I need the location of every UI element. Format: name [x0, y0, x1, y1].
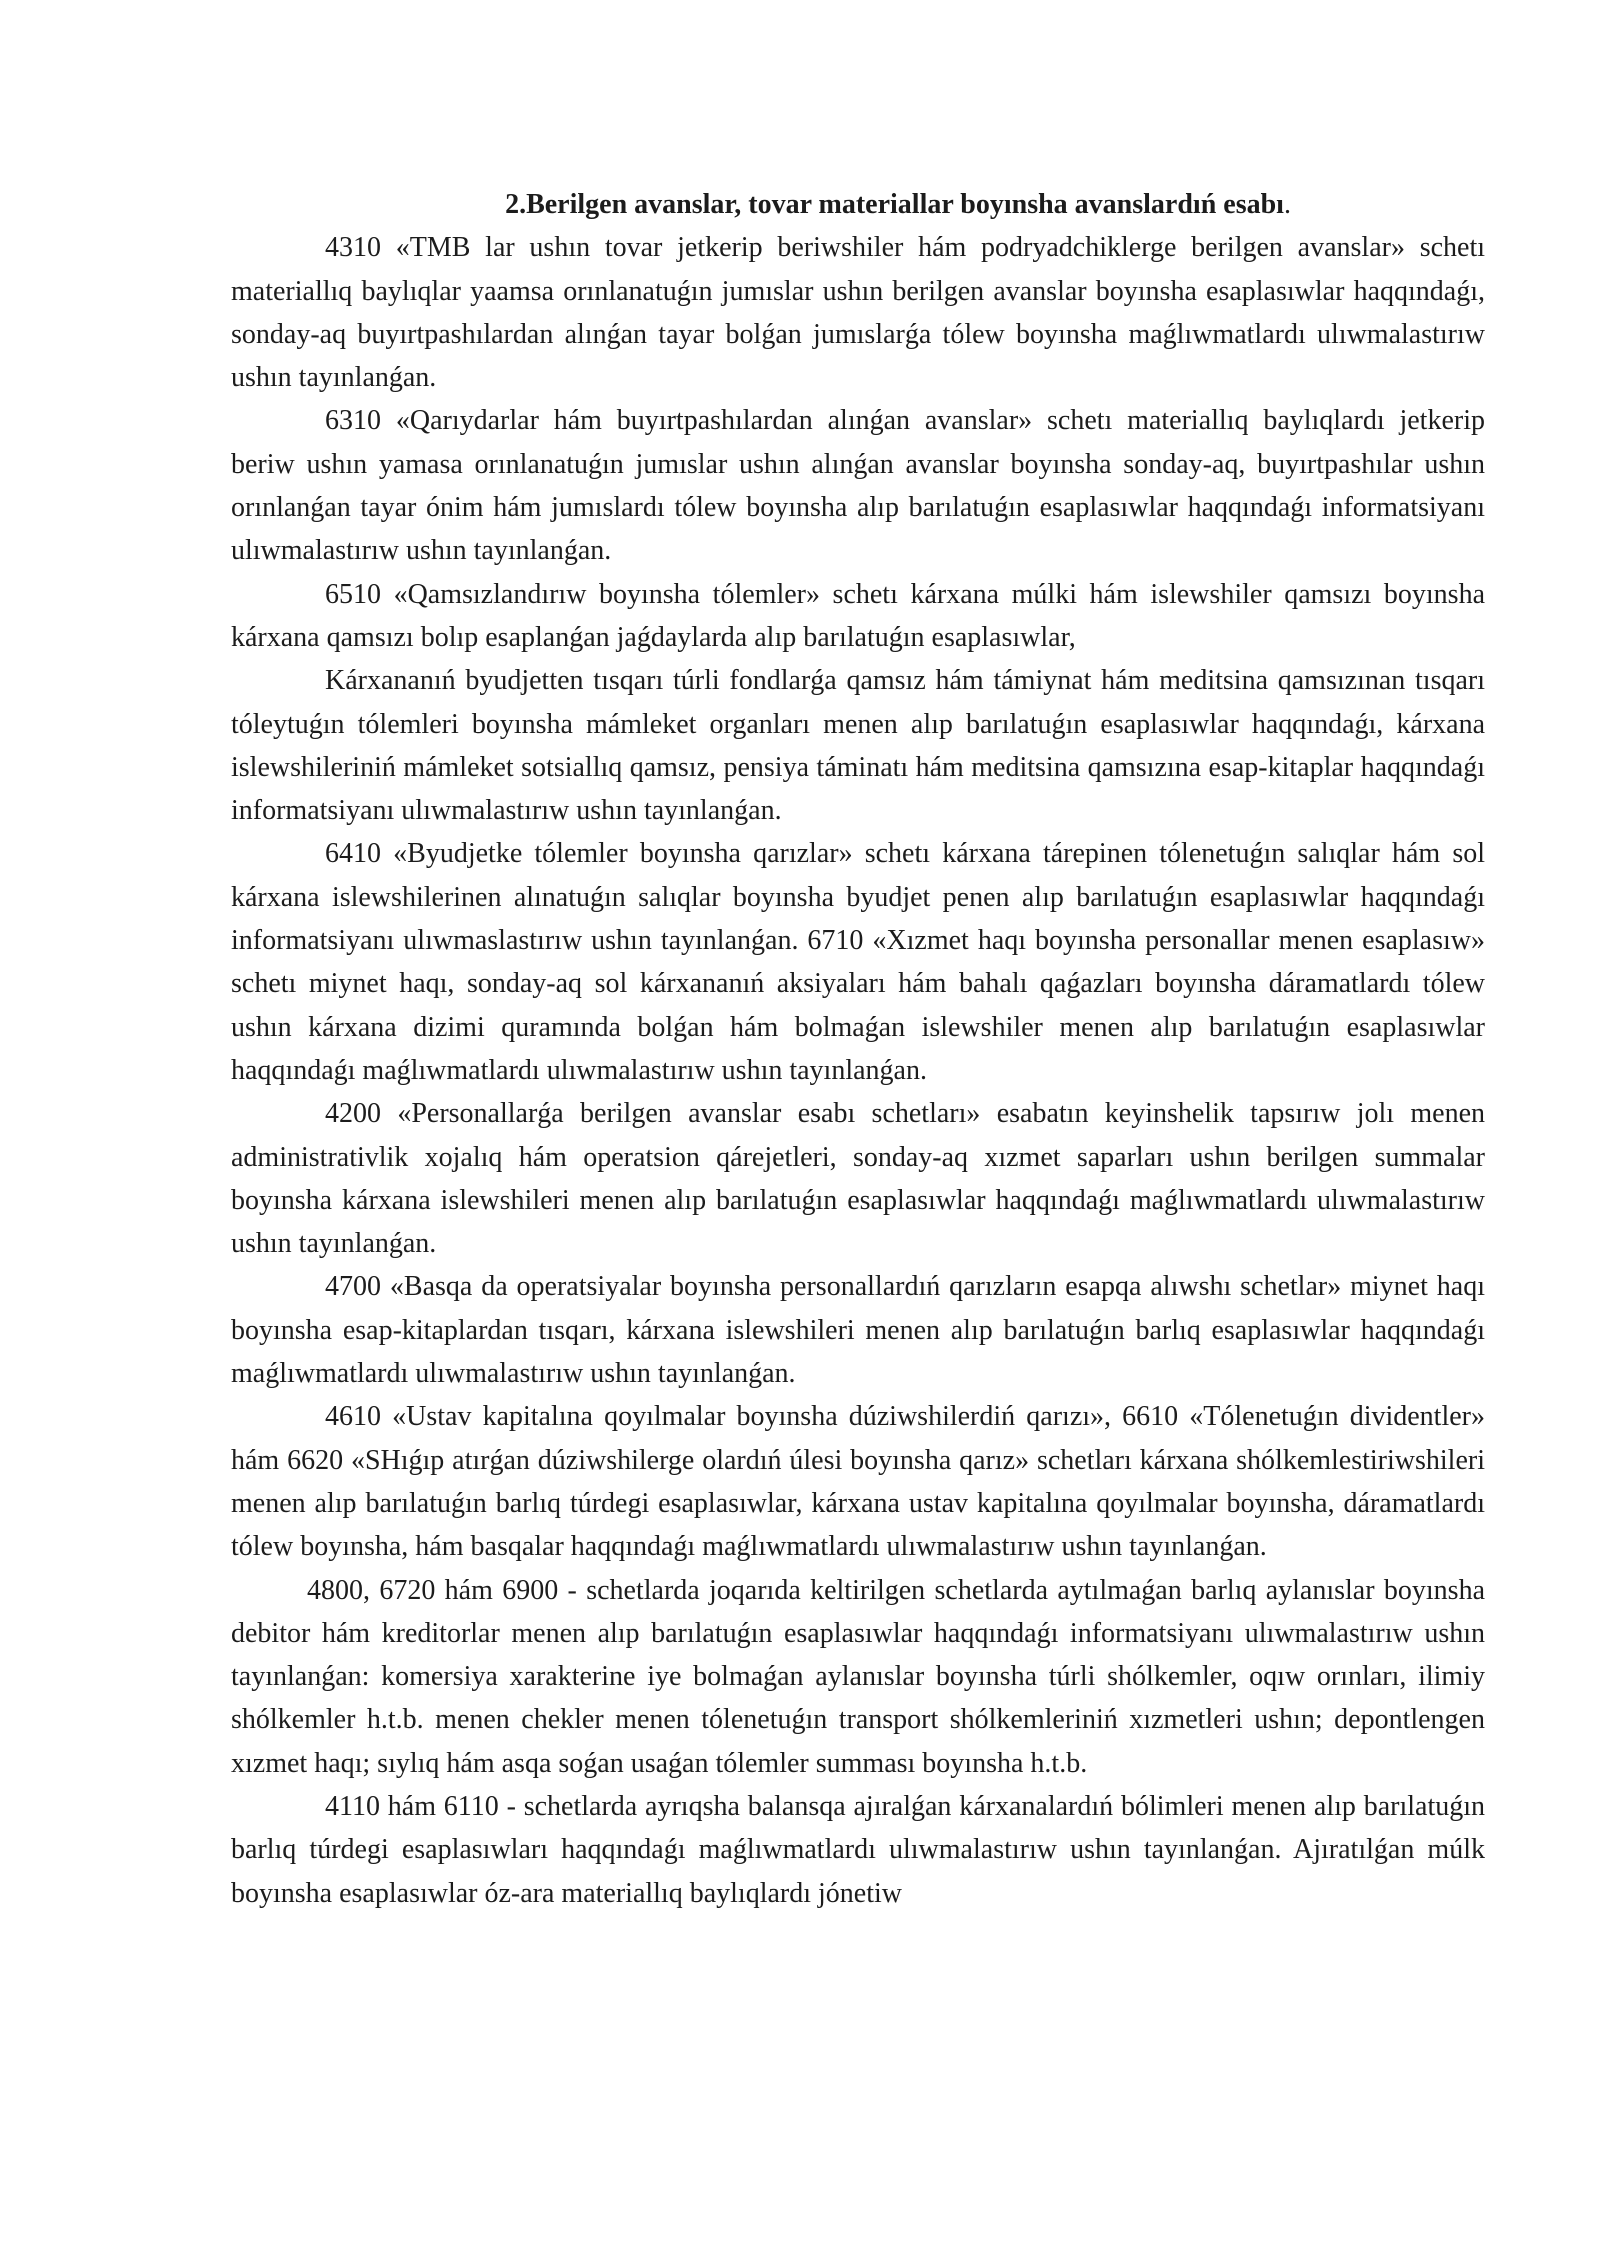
paragraph-4310: 4310 «TMB lar ushın tovar jetkerip beriwshiler hám podryadchiklerge berilgen avanslar» schetı materiallıq baylıqlar yaamsa orınlanatuǵın jumıslar ushın berilgen avanslar boyınsha esaplasıwlar haqqındaǵı, sonday-aq buyırtpashılardan alınǵan tayar bolǵan jumıslarǵa tólew boyınsha maǵlıwmatlardı ulıwmalastırıw ushın tayınlanǵan. — [231, 232, 1485, 394]
paragraph-6410-6710: 6410 «Byudjetke tólemler boyınsha qarızlar» schetı kárxana tárepinen tólenetuǵın salıqlar hám sol kárxana islewshilerinen alınatuǵın salıqlar boyınsha byudjet penen alıp barılatuǵın esaplasıwlar haqqındaǵı informatsiyanı ulıwmaslastırıw ushın tayınlanǵan. 6710 «Xızmet haqı boyınsha personallar menen esaplasıw» schetı miynet haqı, sonday-aq sol kárxananıń aksiyaları hám bahalı qaǵazları boyınsha dáramatlardı tólew ushın kárxana dizimi quramında bolǵan hám bolmaǵan islewshiler menen alıp barılatuǵın esaplasıwlar haqqındaǵı maǵlıwmatlardı ulıwmalastırıw ushın tayınlanǵan. — [231, 838, 1485, 1086]
paragraph-4800-6720-6900: 4800, 6720 hám 6900 - schetlarda joqarıda keltirilgen schetlarda aytılmaǵan barlıq aylanıslar boyınsha debitor hám kreditorlar menen alıp barılatuǵın esaplasıwlar haqqındaǵı informatsiyanı ulıwmalastırıw ushın tayınlanǵan: komersiya xarakterine iye bolmaǵan aylanıslar boyınsha túrli shólkemler, oqıw orınları, ilimiy shólkemler h.t.b. menen chekler menen tólenetuǵın transport shólkemleriniń xızmetleri ushın; depontlengen xızmet haqı; sıylıq hám asqa soǵan usaǵan tólemler summası boyınsha h.t.b. — [231, 1574, 1485, 1779]
paragraph-4110-6110: 4110 hám 6110 - schetlarda ayrıqsha balansqa ajıralǵan kárxanalardıń bólimleri menen alıp barılatuǵın barlıq túrdegi esaplasıwları haqqındaǵı maǵlıwmatlardı ulıwmalastırıw ushın tayınlanǵan. Ajıratılǵan múlk boyınsha esaplasıwlar óz-ara materiallıq baylıqlardı jónetiw — [231, 1790, 1485, 1909]
paragraph-6310: 6310 «Qarıydarlar hám buyırtpashılardan alınǵan avanslar» schetı materiallıq baylıqlardı jetkerip beriw ushın yamasa orınlanatuǵın jumıslar ushın alınǵan avanslar boyınsha sonday-aq, buyırtpashılar ushın orınlanǵan tayar ónim hám jumıslardı tólew boyınsha alıp barılatuǵın esaplasıwlar haqqındaǵı informatsiyanı ulıwmalastırıw ushın tayınlanǵan. — [231, 405, 1485, 567]
paragraph-4200: 4200 «Personallarǵa berilgen avanslar esabı schetları» esabatın keyinshelik tapsırıw jolı menen administrativlik xojalıq hám operatsion qárejetleri, sonday-aq xızmet saparları ushın berilgen summalar boyınsha kárxana islewshileri menen alıp barılatuǵın esaplasıwlar haqqındaǵı maǵlıwmatlardı ulıwmalastırıw ushın tayınlanǵan. — [231, 1098, 1485, 1260]
document-page — [231, 183, 1485, 1915]
section-heading — [231, 183, 1485, 226]
section-heading-period: . — [1283, 189, 1291, 220]
paragraph-4610-6610-6620: 4610 «Ustav kapitalına qoyılmalar boyınsha dúziwshilerdiń qarızı», 6610 «Tólenetuǵın dividentler» hám 6620 «SHıǵıp atırǵan dúziwshilerge olardıń úlesi boyınsha qarız» schetları kárxana shólkemlestiriwshileri menen alıp barılatuǵın barlıq túrdegi esaplasıwlar, kárxana ustav kapitalına qoyılmalar boyınsha, dáramatlardı tólew boyınsha, hám basqalar haqqındaǵı maǵlıwmatlardı ulıwmalastırıw ushın tayınlanǵan. — [231, 1401, 1485, 1563]
section-heading-text: 2.Berilgen avanslar, tovar materiallar boyınsha avanslardıń esabı — [505, 189, 1284, 220]
paragraph-4700: 4700 «Basqa da operatsiyalar boyınsha personallardıń qarızların esapqa alıwshı schetlar» miynet haqı boyınsha esap-kitaplardan tısqarı, kárxana islewshileri menen alıp barılatuǵın barlıq esaplasıwlar haqqındaǵı maǵlıwmatlardı ulıwmalastırıw ushın tayınlanǵan. — [231, 1271, 1485, 1390]
paragraph-6510: 6510 «Qamsızlandırıw boyınsha tólemler» schetı kárxana múlki hám islewshiler qamsızı boyınsha kárxana qamsızı bolıp esaplanǵan jaǵdaylarda alıp barılatuǵın esaplasıwlar, — [231, 578, 1485, 653]
paragraph-budget-funds: Kárxananıń byudjetten tısqarı túrli fondlarǵa qamsız hám támiynat hám meditsina qamsızınan tısqarı tóleytuǵın tólemleri boyınsha mámleket organları menen alıp barılatuǵın esaplasıwlar haqqındaǵı, kárxana islewshileriniń mámleket sotsiallıq qamsız, pensiya táminatı hám meditsina qamsızına esap-kitaplar haqqındaǵı informatsiyanı ulıwmalastırıw ushın tayınlanǵan. — [231, 665, 1485, 827]
